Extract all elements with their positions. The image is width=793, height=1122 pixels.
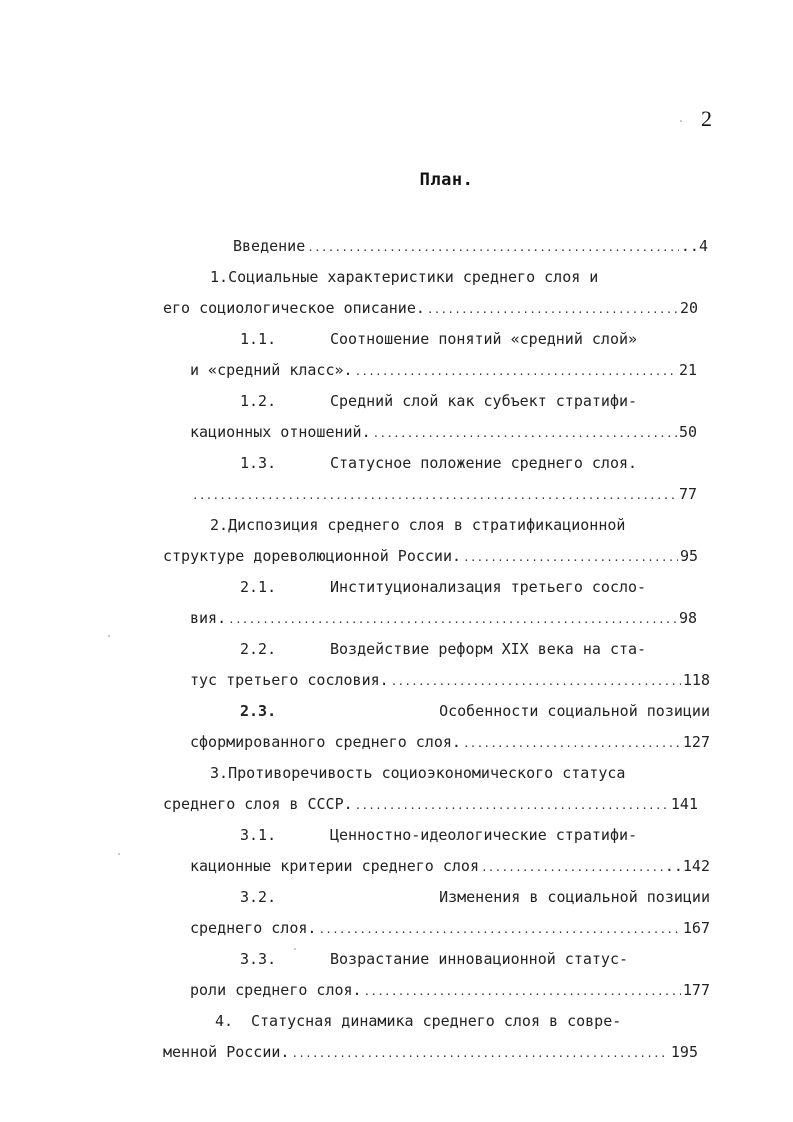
toc-page-number: 21	[678, 361, 697, 379]
toc-entry-text: Статусное положение среднего слоя.	[330, 454, 638, 472]
toc-section-3-3-cont	[190, 975, 710, 1005]
toc-section-1-2	[240, 386, 710, 416]
toc-number: 3.1.	[240, 826, 277, 844]
dot-leader	[373, 419, 677, 449]
toc-entry-text: вия.	[190, 609, 227, 627]
toc-number: 1.	[210, 268, 229, 286]
dot-leader	[355, 791, 669, 821]
toc-entry-text: кационные критерии среднего слоя	[190, 857, 479, 875]
toc-page-number: 95	[679, 547, 698, 565]
toc-section-2-2-cont	[190, 665, 710, 695]
dot-leader	[228, 605, 677, 635]
toc-chapter-2-cont	[163, 541, 698, 571]
toc-section-2-3-cont	[190, 727, 710, 757]
dot-leader	[291, 1039, 668, 1069]
toc-entry-text: Ценностно-идеологические стратифи-	[330, 826, 638, 844]
toc-chapter-1	[210, 262, 710, 292]
dot-leader	[463, 543, 678, 573]
dot-leader	[391, 667, 681, 697]
toc-section-3-2-cont	[190, 913, 710, 943]
toc-number: 2.2.	[240, 640, 277, 658]
toc-section-3-1-cont	[190, 851, 710, 881]
toc-section-1-3	[240, 448, 710, 478]
toc-number: 3.3.	[240, 950, 277, 968]
toc-section-1-1-cont	[190, 355, 697, 385]
toc-page-number: 177	[682, 981, 710, 999]
toc-entry-text: сформированного среднего слоя.	[190, 733, 461, 751]
toc-entry-text: роли среднего слоя.	[190, 981, 362, 999]
dot-leader	[463, 729, 681, 759]
toc-number: 1.1.	[240, 330, 277, 348]
toc-page-number: 50	[678, 423, 697, 441]
scan-speck	[294, 948, 296, 950]
toc-page-number: 118	[682, 671, 710, 689]
page-number: 2	[701, 106, 712, 131]
toc-section-2-3	[240, 696, 710, 726]
scan-speck	[118, 853, 120, 855]
toc-entry-text: Статусная динамика среднего слоя в совре-	[251, 1012, 622, 1030]
toc-entry-text: тус третьего сословия.	[190, 671, 389, 689]
toc-section-1-1	[240, 324, 710, 354]
toc-section-3-2	[240, 882, 710, 912]
toc-number: 1.3.	[240, 454, 277, 472]
toc-entry-introduction	[233, 231, 708, 261]
toc-page-number: 195	[670, 1043, 698, 1061]
toc-chapter-2	[210, 510, 710, 540]
scan-speck	[108, 635, 110, 637]
toc-number: 3.	[210, 764, 229, 782]
toc-number: 2.1.	[240, 578, 277, 596]
toc-entry-text: среднего слоя в СССР.	[163, 795, 353, 813]
toc-section-2-1-cont	[190, 603, 697, 633]
toc-entry-text: структуре дореволюционной России.	[163, 547, 462, 565]
toc-entry-text: кационных отношений.	[190, 423, 371, 441]
dot-leader	[364, 977, 681, 1007]
toc-section-1-3-cont	[190, 479, 697, 509]
toc-number: 1.2.	[240, 392, 277, 410]
toc-chapter-1-cont	[163, 293, 698, 323]
toc-page-number: 167	[682, 919, 710, 937]
toc-chapter-4-cont	[163, 1037, 698, 1067]
toc-entry-text: Изменения в социальной позиции	[439, 888, 710, 906]
toc-chapter-3	[210, 758, 710, 788]
toc-section-3-1	[240, 820, 710, 850]
dot-leader	[318, 915, 680, 945]
toc-section-2-1	[240, 572, 710, 602]
toc-entry-text: Институционализация третьего сосло-	[330, 578, 647, 596]
toc-entry-text: и «средний класс».	[190, 361, 353, 379]
toc-section-2-2	[240, 634, 710, 664]
dot-leader	[481, 853, 663, 883]
toc-number: 3.2.	[240, 888, 277, 906]
toc-page-number: ..4	[680, 237, 708, 255]
toc-entry-text: Средний слой как субъект стратифи-	[330, 392, 638, 410]
toc-number: 2.3.	[240, 702, 277, 720]
toc-entry-text: среднего слоя.	[190, 919, 317, 937]
dot-leader	[307, 233, 679, 263]
toc-page-number: 141	[670, 795, 698, 813]
toc-page-number: 127	[682, 733, 710, 751]
toc-entry-text: Социальные характеристики среднего слоя и	[228, 268, 599, 286]
toc-entry-text: менной России.	[163, 1043, 290, 1061]
page-title: План.	[419, 170, 474, 190]
toc-entry-text: Противоречивость социоэкономического статуса	[228, 764, 626, 782]
toc-entry-text: его социологическое описание.	[163, 299, 425, 317]
toc-entry-text: Соотношение понятий «средний слой»	[330, 330, 638, 348]
toc-section-1-2-cont	[190, 417, 697, 447]
toc-entry-text: Возрастание инновационной статус-	[330, 950, 629, 968]
dot-leader	[192, 481, 677, 511]
scan-speck	[680, 120, 682, 122]
toc-page-number: 77	[678, 485, 697, 503]
dot-leader	[427, 295, 678, 325]
toc-number: 2.	[210, 516, 229, 534]
toc-section-3-3	[240, 944, 710, 974]
toc-page-number: 98	[678, 609, 697, 627]
toc-chapter-4	[215, 1006, 710, 1036]
toc-entry-text: Диспозиция среднего слоя в стратификационной	[228, 516, 626, 534]
toc-page-number: ..142	[664, 857, 710, 875]
toc-entry-text: Воздействие реформ XIX века на ста-	[330, 640, 647, 658]
toc-chapter-3-cont	[163, 789, 698, 819]
toc-entry-text: Введение	[233, 237, 306, 255]
dot-leader	[355, 357, 677, 387]
toc-page-number: 20	[679, 299, 698, 317]
toc-entry-text: Особенности социальной позиции	[439, 702, 710, 720]
toc-number: 4.	[215, 1012, 234, 1030]
